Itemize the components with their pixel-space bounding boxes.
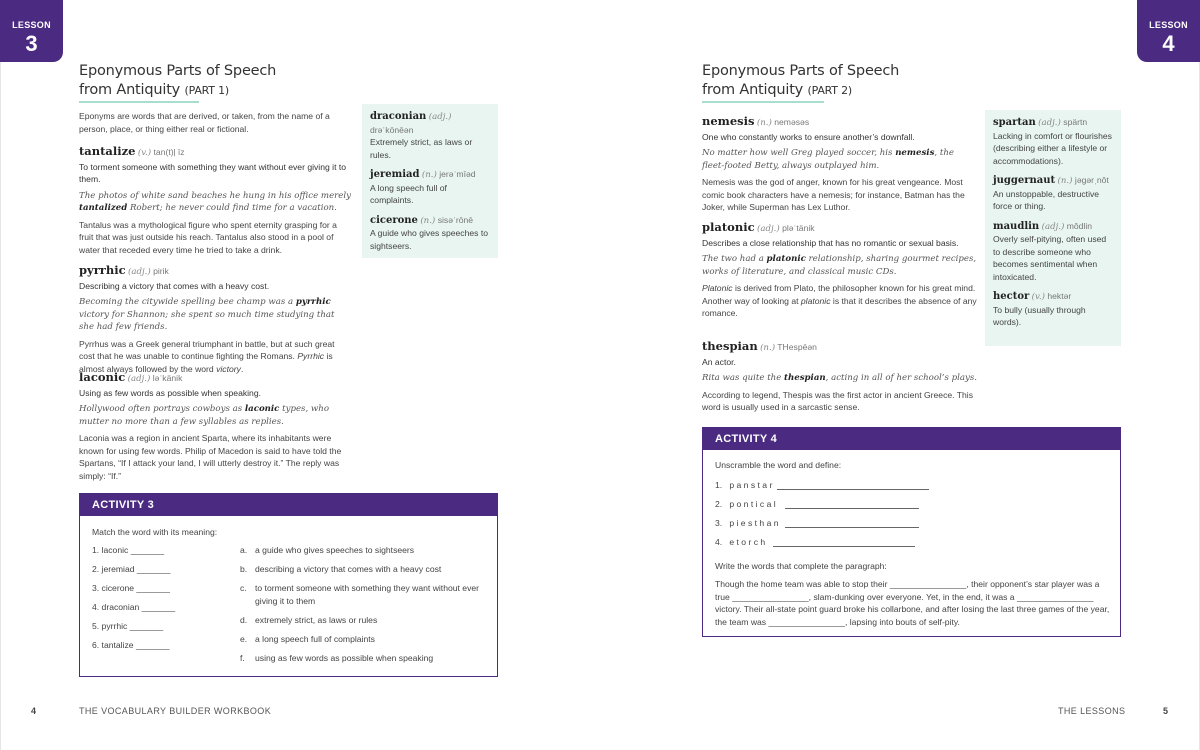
match-word-6: 6. tantalize _______ — [92, 640, 170, 650]
activity-heading: ACTIVITY 4 — [703, 428, 1120, 450]
title-part: (PART 1) — [184, 84, 229, 97]
entry-pos: (adj.) — [127, 374, 151, 384]
meaning-d-letter: d. — [240, 615, 248, 625]
match-word-2: 2. jeremiad _______ — [92, 564, 171, 574]
meaning-d: extremely strict, as laws or rules — [255, 615, 378, 625]
lesson-4-tab — [1137, 0, 1200, 62]
answer-line-4[interactable] — [773, 546, 915, 547]
entry-word: nemesis — [702, 114, 755, 128]
footer-left: THE VOCABULARY BUILDER WORKBOOK — [79, 706, 272, 716]
meaning-a-letter: a. — [240, 545, 248, 555]
entry-definition: To torment someone with something they want without ever giving it to them. — [79, 161, 347, 184]
entry-pos: (adj.) — [127, 267, 151, 277]
match-word-3: 3. cicerone _______ — [92, 583, 170, 593]
sidebar-right — [985, 110, 1121, 346]
entry-definition: An actor. — [702, 356, 736, 367]
entry-pron: tan(t)ļ īz — [153, 147, 185, 157]
entry-example: Becoming the citywide spelling bee champ was a pyrrhic victory for Shannon; she spent so much time studying that she had few friends. — [79, 297, 335, 332]
entry-example: The photos of white sand beaches he hung in his office merely tantalized Robert; he never could find time for a vacation. — [79, 190, 351, 213]
sidebar-item-juggernaut: juggernaut (n.) jəgərˌnôt An unstoppable, destructive force or thing. — [993, 175, 1109, 211]
entry-tantalize — [79, 145, 351, 256]
entry-pron: THespēən — [777, 342, 817, 352]
lesson-3-tab — [0, 0, 63, 62]
entry-example: Rita was quite the thespian, acting in all of her school’s plays. — [702, 373, 978, 383]
meaning-a: a guide who gives speeches to sightseers — [255, 545, 415, 555]
entry-definition: Describing a victory that comes with a heavy cost. — [79, 280, 270, 291]
entry-definition: Using as few words as possible when speaking. — [79, 387, 261, 398]
match-word-4: 4. draconian _______ — [92, 602, 176, 612]
title-underline-left — [79, 101, 199, 103]
entry-example: Hollywood often portrays cowboys as laconic types, who mutter no more than a few syllables as replies. — [79, 404, 329, 427]
title-line-2: from Antiquity — [702, 82, 804, 98]
match-word-5: 5. pyrrhic _______ — [92, 621, 164, 631]
unscramble-item-1: 1. p a n s t a r — [715, 480, 773, 490]
entry-note: Pyrrhus was a Greek general triumphant in battle, but at such great cost that he was unable to continue fighting the Romans. Pyrrhic is almost always followed by the word victory. — [79, 338, 335, 374]
title-line-2: from Antiquity — [79, 82, 181, 98]
entry-laconic — [79, 371, 351, 482]
entry-platonic — [702, 221, 978, 320]
entry-pron: ləˈkänik — [152, 373, 183, 383]
entry-note: Nemesis was the god of anger, known for his great vengeance. Most comic book characters have a nemesis; for instance, Batman has the Joker, while Superman has Lex Luthor. — [702, 177, 965, 212]
sidebar-item-cicerone: cicerone (n.) sisəˈrōnē A guide who gives speeches to sightseers. — [370, 214, 489, 251]
meaning-e-letter: e. — [240, 634, 248, 644]
sidebar-item-hector: hector (v.) hektər To bully (usually through words). — [993, 291, 1086, 327]
activity-instruction-2: Write the words that complete the paragraph: — [715, 561, 887, 571]
entry-thespian — [702, 340, 978, 414]
intro-text: Eponyms are words that are derived, or taken, from the name of a person, place, or thing either real or fictional. — [79, 111, 330, 134]
lesson-number: 4 — [1162, 31, 1175, 56]
answer-line-1[interactable] — [777, 489, 929, 490]
fill-in-paragraph: Though the home team was able to stop their ________________, their opponent’s star player was a true ________________, slam-dunking over everyone. Yet, in the end, it was a ________________ victory. Their all-state point guard broke his collarbone, and after losing the last three games of the year, the team was ________________, lapsing into bouts of self-pity. — [715, 579, 1110, 627]
entry-example: No matter how well Greg played soccer, his nemesis, the fleet-footed Betty, always outplayed him. — [702, 148, 954, 171]
page-number-right: 5 — [1163, 706, 1169, 716]
activity-3-box — [79, 493, 498, 677]
entry-word: tantalize — [79, 144, 136, 158]
entry-word: laconic — [79, 370, 126, 384]
activity-heading: ACTIVITY 3 — [80, 494, 497, 516]
entry-example: The two had a platonic relationship, sharing gourmet recipes, works of literature, and classical music CDs. — [702, 254, 977, 277]
entry-note: According to legend, Thespis was the first actor in ancient Greece. This word is usually used in a sarcastic sense. — [702, 389, 974, 412]
match-word-1: 1. laconic _______ — [92, 545, 165, 555]
title-line-1: Eponymous Parts of Speech — [79, 63, 277, 79]
meaning-b-letter: b. — [240, 564, 248, 574]
meaning-b: describing a victory that comes with a heavy cost — [255, 564, 442, 574]
entry-pron: pirik — [153, 266, 169, 276]
entry-pron: neməsəs — [774, 117, 810, 127]
answer-line-3[interactable] — [785, 527, 919, 528]
sidebar-item-maudlin: maudlin (adj.) môdlin Overly self-pitying, often used to describe someone who becomes sentimental when intoxicated. — [993, 220, 1107, 282]
activity-4-box — [702, 427, 1121, 637]
sidebar-item-jeremiad: jeremiad (n.) jerəˈmīəd A long speech full of complaints. — [370, 169, 476, 205]
entry-definition: Describes a close relationship that has no romantic or sexual basis. — [702, 237, 959, 248]
footer-right: THE LESSONS — [1058, 706, 1126, 716]
entry-pyrrhic — [79, 264, 351, 375]
entry-pos: (n.) — [760, 343, 776, 353]
entry-pos: (v.) — [137, 148, 152, 158]
sidebar-item-draconian: draconian (adj.) drəˈkōnēən Extremely strict, as laws or rules. — [370, 111, 473, 160]
sidebar-item-spartan: spartan (adj.) spärtn Lacking in comfort or flourishes (describing either a lifestyle or accommodations). — [993, 117, 1112, 166]
answer-line-2[interactable] — [785, 508, 919, 509]
entry-pron: pləˈtänik — [782, 223, 815, 233]
sidebar-left — [362, 104, 498, 258]
meaning-f-letter: f. — [240, 653, 245, 663]
meaning-c: to torment someone with something they want without ever giving it to them — [255, 583, 480, 606]
entry-word: pyrrhic — [79, 263, 126, 277]
entry-nemesis — [702, 115, 978, 214]
lesson-label: LESSON — [12, 20, 51, 30]
entry-note: Tantalus was a mythological figure who spent eternity grasping for a fruit that was just outside his reach. Tantalus also stood in a pool of water that receded every time he tried to take a drink. — [79, 219, 337, 255]
entry-note: Platonic is derived from Plato, the philosopher known for his great mind. Another way of looking at platonic is that it describes the absence of any romance. — [702, 283, 977, 318]
entry-pos: (adj.) — [756, 224, 780, 234]
title-line-1: Eponymous Parts of Speech — [702, 63, 900, 79]
activity-instruction: Match the word with its meaning: — [92, 527, 218, 537]
entry-note: Laconia was a region in ancient Sparta, where its inhabitants were known for using few words. Philip of Macedon is said to have told the Spartans, “If I attack your land, I will utterly destroy it.” The reply was simply: “If.” — [79, 433, 342, 481]
meaning-f: using as few words as possible when speaking — [255, 653, 434, 663]
meaning-c-letter: c. — [240, 583, 247, 593]
entry-pos: (n.) — [756, 118, 772, 128]
activity-instruction: Unscramble the word and define: — [715, 460, 842, 470]
page-number-left: 4 — [31, 706, 37, 716]
left-page-edge — [0, 0, 1, 750]
unscramble-item-4: 4. e t o r c h — [715, 537, 766, 547]
page-title-right — [702, 62, 899, 100]
entry-word: thespian — [702, 339, 758, 353]
lesson-number: 3 — [25, 31, 38, 56]
unscramble-item-3: 3. p i e s t h a n — [715, 518, 779, 528]
unscramble-item-2: 2. p o n t i c a l — [715, 499, 776, 509]
meaning-e: a long speech full of complaints — [255, 634, 375, 644]
title-underline-right — [702, 101, 824, 103]
entry-definition: One who constantly works to ensure another’s downfall. — [702, 131, 915, 142]
page-title-left — [79, 62, 276, 100]
entry-word: platonic — [702, 220, 755, 234]
title-part: (PART 2) — [807, 84, 852, 97]
lesson-label: LESSON — [1149, 20, 1188, 30]
